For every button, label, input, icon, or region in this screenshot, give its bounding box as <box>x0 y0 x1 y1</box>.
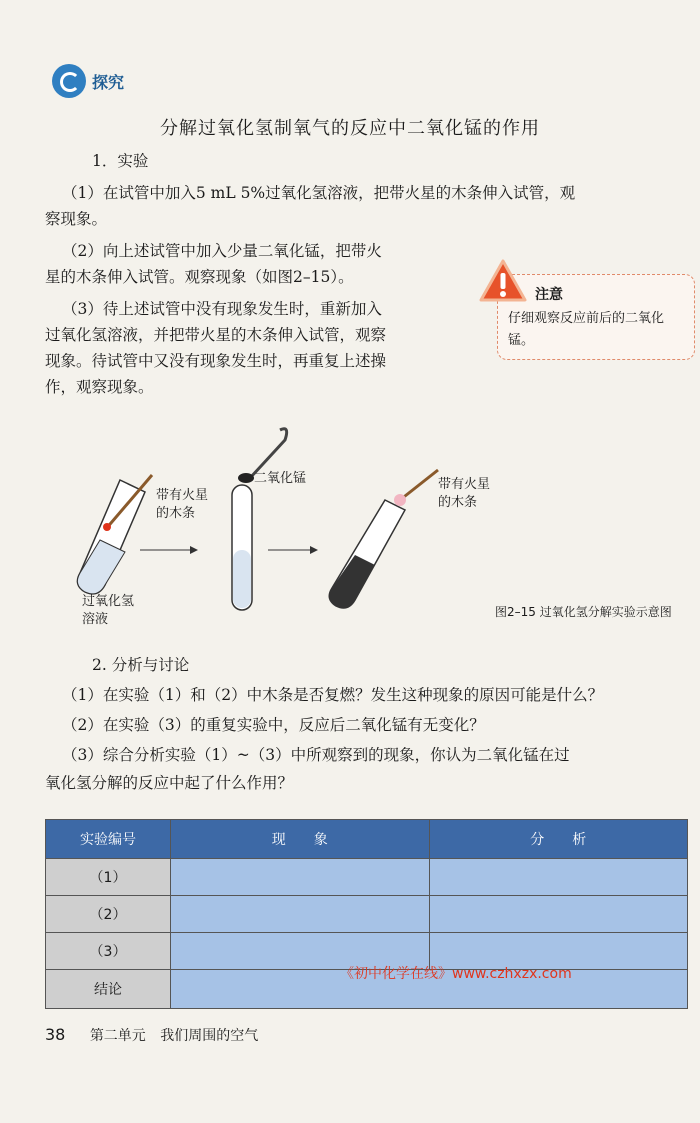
question-1: （1）在实验（1）和（2）中木条是否复燃？发生这种现象的原因可能是什么？ <box>62 686 604 704</box>
label-splint-right: 带有火星 的木条 <box>438 477 491 510</box>
row-label: 结论 <box>46 970 171 1009</box>
row-label: （2） <box>46 896 171 933</box>
phenomenon-cell[interactable] <box>171 896 430 933</box>
experiment-diagram <box>40 420 500 620</box>
step2-line2: 星的木条伸入试管。观察现象（如图2–15）。 <box>45 268 354 286</box>
step3-line3: 现象。待试管中又没有现象发生时，再重复上述操 <box>45 352 387 370</box>
figure-caption: 图2–15 过氧化氢分解实验示意图 <box>495 605 672 619</box>
section-tag <box>52 64 124 98</box>
step1-line1: （1）在试管中加入5 mL 5%过氧化氢溶液，把带火星的木条伸入试管，观 <box>62 184 576 202</box>
label-mno2: 二氧化锰 <box>254 471 307 486</box>
col-header-analysis: 分 析 <box>429 820 688 859</box>
experiment-heading: 1．实验 <box>92 152 149 170</box>
step3-line4: 作，观察现象。 <box>45 378 154 396</box>
table-row <box>46 859 688 896</box>
label-splint-left: 带有火星 的木条 <box>156 488 209 521</box>
ember-1 <box>103 523 111 531</box>
test-tube-1 <box>77 475 152 594</box>
row-label: （1） <box>46 859 171 896</box>
test-tube-2 <box>232 429 287 610</box>
arrow-2 <box>310 546 318 554</box>
col-header-phenomenon: 现 象 <box>171 820 430 859</box>
table-row <box>46 896 688 933</box>
test-tube-3 <box>329 470 438 608</box>
watermark: 《初中化学在线》www.czhxzx.com <box>340 966 572 982</box>
label-solution: 过氧化氢 溶液 <box>82 594 135 627</box>
step3-line1: （3）待上述试管中没有现象发生时，重新加入 <box>62 300 382 318</box>
mno2-powder <box>238 473 254 483</box>
page-number: 38 <box>45 1025 66 1044</box>
section-tag-label: 探究 <box>92 72 125 92</box>
discussion-heading: 2. 分析与讨论 <box>92 656 190 674</box>
col-header-id: 实验编号 <box>46 820 171 859</box>
step2-line1: （2）向上述试管中加入少量二氧化锰，把带火 <box>62 242 382 260</box>
flame-2 <box>394 494 406 506</box>
unit-label: 第二单元 <box>89 1028 146 1044</box>
note-title: 注意 <box>535 287 563 303</box>
arrow-1 <box>190 546 198 554</box>
step1-line2: 察现象。 <box>45 210 108 228</box>
analysis-cell[interactable] <box>429 896 688 933</box>
unit-title: 我们周围的空气 <box>160 1028 259 1044</box>
page-title: 分解过氧化氢制氧气的反应中二氧化锰的作用 <box>160 118 540 139</box>
question-3-line2: 氧化氢分解的反应中起了什么作用？ <box>45 774 294 792</box>
row-label: （3） <box>46 933 171 970</box>
note-body: 仔细观察反应前后的二氧化锰。 <box>508 311 665 348</box>
page-footer <box>45 1025 258 1045</box>
question-2: （2）在实验（3）的重复实验中，反应后二氧化锰有无变化？ <box>62 716 485 734</box>
step3-line2: 过氧化氢溶液，并把带火星的木条伸入试管，观察 <box>45 326 387 344</box>
phenomenon-cell[interactable] <box>171 859 430 896</box>
warning-icon <box>478 258 528 304</box>
splint-2 <box>400 470 438 500</box>
analysis-cell[interactable] <box>429 859 688 896</box>
explore-icon <box>52 64 86 98</box>
question-3-line1: （3）综合分析实验（1）~（3）中所观察到的现象，你认为二氧化锰在过 <box>62 746 570 764</box>
